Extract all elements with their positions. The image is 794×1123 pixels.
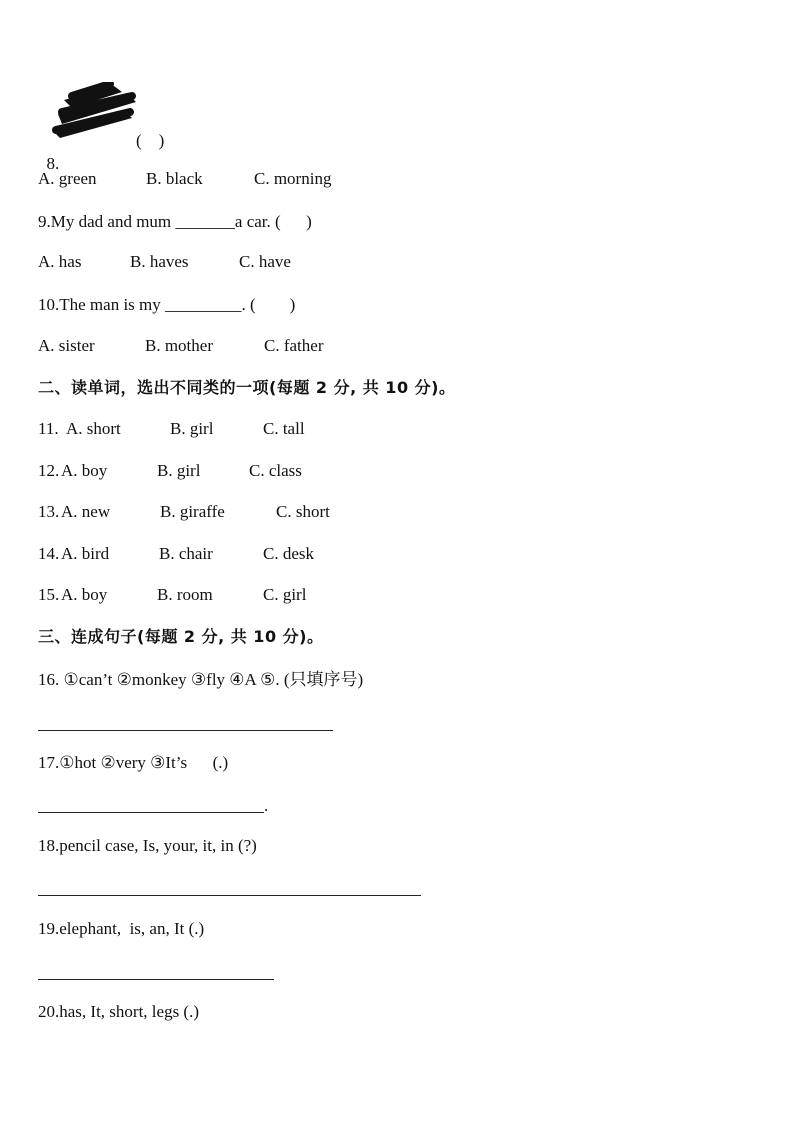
- option-c: C. father: [264, 336, 324, 355]
- section-2-heading: 二、读单词，选出不同类的一项(每题 2 分, 共 10 分)。: [38, 378, 456, 397]
- option-b: B. girl: [170, 419, 214, 438]
- answer-line-17[interactable]: [38, 812, 264, 813]
- option-c: C. class: [249, 461, 302, 480]
- option-a: A. boy: [61, 585, 108, 604]
- answer-line-19[interactable]: [38, 979, 274, 980]
- option-b: B. haves: [130, 252, 189, 271]
- option-a: A. green: [38, 169, 97, 188]
- section-3-heading: 三、连成句子(每题 2 分, 共 10 分)。: [38, 627, 324, 646]
- option-c: C. desk: [263, 544, 314, 563]
- option-c: C. girl: [263, 585, 307, 604]
- option-b: B. room: [157, 585, 213, 604]
- option-b: B. black: [146, 169, 203, 188]
- option-b: B. giraffe: [160, 502, 225, 521]
- option-a: A. sister: [38, 336, 95, 355]
- question-18: 18.pencil case, Is, your, it, in (?): [38, 836, 257, 855]
- question-11-number: 11.: [38, 419, 59, 438]
- question-8-number: 8.: [46, 154, 60, 173]
- question-9: 9.My dad and mum _______a car. ( ): [38, 212, 312, 231]
- question-20: 20.has, It, short, legs (.): [38, 1002, 200, 1021]
- question-10: 10.The man is my _________. ( ): [38, 295, 296, 314]
- question-16: 16. ①can’t ②monkey ③fly ④A ⑤. (只填序号): [38, 670, 364, 689]
- answer-line-17-period: .: [264, 796, 269, 815]
- option-b: B. mother: [145, 336, 213, 355]
- question-14-number: 14.: [38, 544, 60, 563]
- option-b: B. girl: [157, 461, 201, 480]
- question-15-number: 15.: [38, 585, 60, 604]
- question-8-answer-paren: ( ): [136, 131, 165, 150]
- question-12-number: 12.: [38, 461, 60, 480]
- option-a: A. new: [61, 502, 111, 521]
- answer-line-18[interactable]: [38, 895, 421, 896]
- option-c: C. short: [276, 502, 330, 521]
- option-c: C. have: [239, 252, 291, 271]
- question-13-number: 13.: [38, 502, 60, 521]
- redaction-scribble: [52, 82, 142, 140]
- option-c: C. tall: [263, 419, 305, 438]
- answer-line-16[interactable]: [38, 730, 333, 731]
- question-17: 17.①hot ②very ③It’s (.): [38, 753, 229, 772]
- option-a: A. boy: [61, 461, 108, 480]
- option-c: C. morning: [254, 169, 332, 188]
- question-19: 19.elephant, is, an, It (.): [38, 919, 205, 938]
- option-a: A. has: [38, 252, 82, 271]
- option-b: B. chair: [159, 544, 213, 563]
- option-a: A. short: [66, 419, 121, 438]
- option-a: A. bird: [61, 544, 110, 563]
